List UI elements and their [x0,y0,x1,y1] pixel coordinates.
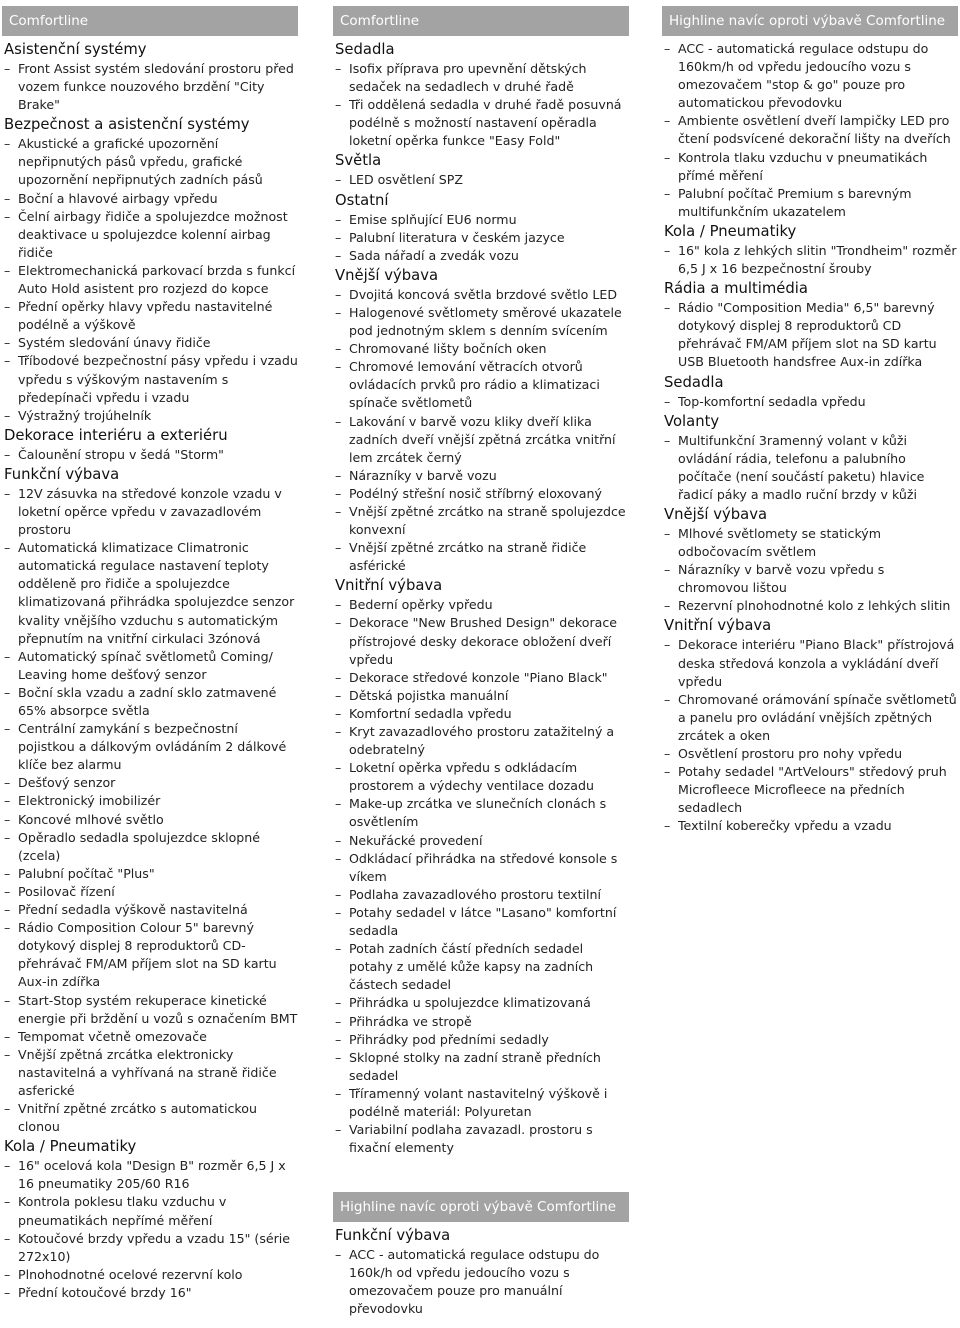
feature-item: – Vnější zpětné zrcátko na straně řidiče asférické [335,539,629,575]
feature-item: – Tříbodové bezpečnostní pásy vpředu i vzadu vpředu s výškovým nastavením s předepínači vpředu i vzadu [4,352,298,406]
section-title: Ostatní [335,191,389,209]
section-title: Vnitřní výbava [664,617,772,635]
feature-item: – Palubní literatura v českém jazyce [335,229,629,247]
feature-item: – Kotoučové brzdy vpředu a vzadu 15" (série 272x10) [4,1230,298,1266]
feature-item: – Dekorace středové konzole "Piano Black" [335,669,629,687]
section-title: Vnitřní výbava [335,577,443,595]
feature-list [662,636,958,835]
feature-item: – Komfortní sedadla vpředu [335,705,629,723]
feature-item: – Emise splňující EU6 normu [335,211,629,229]
feature-item: – Start-Stop systém rekuperace kinetické energie při brždění u vozů s označením BMT [4,992,298,1028]
feature-item: – Vnitřní zpětné zrcátko s automatickou clonou [4,1100,298,1136]
section-title: Dekorace interiéru a exteriéru [4,426,228,444]
feature-item: – Elektromechanická parkovací brzda s funkcí Auto Hold asistent pro rozjezd do kopce [4,262,298,298]
feature-item: – Rádio Composition Colour 5" barevný dotykový displej 8 reproduktorů CD-přehrávač FM/AM příjem slot na SD kartu Aux-in zdířka [4,919,298,991]
section-title: Bezpečnost a asistenční systémy [4,116,250,134]
feature-item: – Podélný střešní nosič stříbrný eloxovaný [335,485,629,503]
feature-item: – Kryt zavazadlového prostoru zatažitelný a odebratelný [335,723,629,759]
feature-list [333,171,629,189]
column-highline-3 [662,6,958,835]
feature-item: – Přední kotoučové brzdy 16" [4,1284,298,1302]
column-header: Highline navíc oproti výbavě Comfortline [662,6,958,36]
feature-item: – Osvětlení prostoru pro nohy vpředu [664,745,958,763]
feature-item: – Opěradlo sedadla spolujezdce sklopné (zcela) [4,829,298,865]
feature-item: – Nárazníky v barvě vozu [335,467,629,485]
feature-item: – Boční a hlavové airbagy vpředu [4,190,298,208]
feature-item: – Variabilní podlaha zavazadl. prostoru s fixační elementy [335,1121,629,1157]
section-title: Kola / Pneumatiky [664,222,797,240]
feature-item: – Dekorace "New Brushed Design" dekorace přístrojové desky dekorace obložení dveří vpředu [335,614,629,668]
feature-item: – Systém sledování únavy řidiče [4,334,298,352]
section-title: Volanty [664,412,720,430]
column-comfortline-1 [2,6,298,1302]
feature-item: – Výstražný trojúhelník [4,407,298,425]
feature-item: – Plnohodnotné ocelové rezervní kolo [4,1266,298,1284]
section-title: Rádia a multimédia [664,280,808,298]
feature-item: – Tříramenný volant nastavitelný výškově i podélně materiál: Polyuretan [335,1085,629,1121]
feature-item: – Elektronický imobilizér [4,792,298,810]
feature-item: – Nekuřácké provedení [335,832,629,850]
feature-item: – LED osvětlení SPZ [335,171,629,189]
feature-item: – Potahy sedadel v látce "Lasano" komfortní sedadla [335,904,629,940]
feature-item: – Přihrádka ve stropě [335,1013,629,1031]
feature-item: – Palubní počítač Premium s barevným multifunkčním ukazatelem [664,185,958,221]
feature-item: – Posilovač řízení [4,883,298,901]
feature-item: – Automatický spínač světlometů Coming/ Leaving home dešťový senzor [4,648,298,684]
feature-item: – Mlhové světlomety se statickým odbočovacím světlem [664,525,958,561]
feature-list [2,446,298,464]
feature-item: – 12V zásuvka na středové konzole vzadu v loketní opěrce vpředu v zavazadlovém prostoru [4,485,298,539]
feature-item: – Odkládací přihrádka na středové konsole s víkem [335,850,629,886]
feature-item: – Koncové mlhové světlo [4,811,298,829]
section-title: Funkční výbava [335,1227,451,1244]
feature-list [662,299,958,371]
feature-item: – Dvojitá koncová světla brzdové světlo LED [335,286,629,304]
feature-list [2,135,298,425]
section-title: Světla [335,152,382,170]
feature-item: – Lakování v barvě vozu kliky dveří klika zadních dveří vnější zpětná zrcátka vnitřní lem zrcátek černý [335,413,629,467]
feature-item: – Tři oddělená sedadla v druhé řadě posuvná podélně s možností nastavení opěradla loketní opěrka funkce "Easy Fold" [335,96,629,150]
feature-item: – Přední sedadla výškově nastavitelná [4,901,298,919]
feature-list [333,60,629,150]
feature-item: – Chromované lišty bočních oken [335,340,629,358]
feature-item: – Automatická klimatizace Climatronic automatická regulace nastavení teploty odděleně pro řidiče a spolujezdce klimatizovaná přihrádka spolujezdce senzor kvality vnějšího vzduchu s automatickým přepnutím na vnitřní cirkulaci 3zónová [4,539,298,648]
column-header: Comfortline [2,6,298,36]
feature-item: – Čalounění stropu v šedá "Storm" [4,446,298,464]
feature-item: – Vnější zpětná zrcátka elektronicky nastavitelná a vyhřívaná na straně řidiče asferické [4,1046,298,1100]
column-header: Comfortline [333,6,629,36]
feature-item: – Potahy sedadel "ArtVelours" středový pruh Microfleece Microfleece na předních sedadlech [664,763,958,817]
column-header: Highline navíc oproti výbavě Comfortline [333,1192,629,1222]
feature-list [333,1246,629,1318]
feature-item: – 16" ocelová kola "Design B" rozměr 6,5 J x 16 pneumatiky 205/60 R16 [4,1157,298,1193]
feature-item: – Nárazníky v barvě vozu vpředu s chromovou lištou [664,561,958,597]
feature-item: – 16" kola z lehkých slitin "Trondheim" rozměr 6,5 J x 16 bezpečnostní šrouby [664,242,958,278]
feature-item: – Přihrádky pod předními sedadly [335,1031,629,1049]
section-title: Sedadla [335,41,395,58]
section-title: Sedadla [664,373,724,391]
feature-item: – Rádio "Composition Media" 6,5" barevný dotykový displej 8 reproduktorů CD přehrávač FM/AM příjem slot na SD kartu USB Bluetooth handsfree Aux-in zdířka [664,299,958,371]
feature-item: – Chromové lemování větracích otvorů ovládacích prvků pro rádio a klimatizaci spínače světlometů [335,358,629,412]
column-comfortline-2 [333,6,629,1157]
feature-list [2,1157,298,1302]
feature-item: – Make-up zrcátka ve slunečních clonách s osvětlením [335,795,629,831]
feature-item: – Vnější zpětné zrcátko na straně spolujezdce konvexní [335,503,629,539]
feature-item: – Textilní koberečky vpředu a vzadu [664,817,958,835]
feature-item: – Halogenové světlomety směrové ukazatele pod jednotným sklem s denním svícením [335,304,629,340]
feature-item: – Top-komfortní sedadla vpředu [664,393,958,411]
feature-item: – Dětská pojistka manuální [335,687,629,705]
section-title: Funkční výbava [4,465,120,483]
feature-item: – Akustické a grafické upozornění nepřipnutých pásů vpředu, grafické upozornění nepřipnutých zadních pásů [4,135,298,189]
feature-item: – Centrální zamykání s bezpečnostní pojistkou a dálkovým ovládáním 2 dálkové klíče bez alarmu [4,720,298,774]
feature-item: – Přední opěrky hlavy vpředu nastavitelné podélně a výškově [4,298,298,334]
feature-item: – Potah zadních částí předních sedadel potahy z umělé kůže kapsy na zadních částech sedadel [335,940,629,994]
feature-list [662,432,958,504]
feature-item: – Kontrola poklesu tlaku vzduchu v pneumatikách nepřímé měření [4,1193,298,1229]
feature-item: – Multifunkční 3ramenný volant v kůži ovládání rádia, telefonu a palubního počítače (není součástí paketu) hlavice řadicí páky a madlo ruční brzdy v kůži [664,432,958,504]
feature-item: – Palubní počítač "Plus" [4,865,298,883]
feature-list [333,596,629,1157]
section-title: Vnější výbava [664,505,768,523]
feature-item: – Kontrola tlaku vzduchu v pneumatikách přímé měření [664,149,958,185]
feature-item: – Ambiente osvětlení dveří lampičky LED pro čtení podsvícené dekorační lišty na dveřích [664,112,958,148]
feature-item: – Rezervní plnohodnotné kolo z lehkých slitin [664,597,958,615]
feature-item: – Sada nářadí a zvedák vozu [335,247,629,265]
section-title: Kola / Pneumatiky [4,1138,137,1156]
feature-item: – Chromované orámování spínače světlometů a panelu pro ovládání vnějších zpětných zrcátek a oken [664,691,958,745]
section-title: Asistenční systémy [4,41,147,58]
feature-list [662,40,958,221]
feature-item: – ACC - automatická regulace odstupu do 160km/h od vpředu jedoucího vozu s omezovačem "stop & go" pouze pro automatickou převodovku [664,40,958,112]
feature-item: – Bederní opěrky vpředu [335,596,629,614]
feature-list [333,286,629,576]
feature-list [333,211,629,265]
feature-item: – Podlaha zavazadlového prostoru textilní [335,886,629,904]
feature-item: – Isofix příprava pro upevnění dětských sedaček na sedadlech v druhé řadě [335,60,629,96]
feature-item: – ACC - automatická regulace odstupu do 160k/h od vpředu jedoucího vozu s omezovačem pouze pro manuální převodovku [335,1246,629,1318]
feature-list [2,485,298,1136]
column-highline-extra-2 [333,1192,629,1318]
feature-item: – Dekorace interiéru "Piano Black" přístrojová deska středová konzola a vykládání dveří vpředu [664,636,958,690]
feature-item: – Sklopné stolky na zadní straně předních sedadel [335,1049,629,1085]
feature-item: – Loketní opěrka vpředu s odkládacím prostorem a výdechy ventilace dozadu [335,759,629,795]
feature-list [662,242,958,278]
feature-item: – Tempomat včetně omezovače [4,1028,298,1046]
feature-item: – Front Assist systém sledování prostoru před vozem funkce nouzového brzdění "City Brake" [4,60,298,114]
feature-item: – Přihrádka u spolujezdce klimatizovaná [335,994,629,1012]
section-title: Vnější výbava [335,266,439,284]
feature-list [662,393,958,411]
feature-item: – Čelní airbagy řidiče a spolujezdce možnost deaktivace u spolujezdce kolenní airbag řidiče [4,208,298,262]
feature-list [662,525,958,615]
feature-item: – Dešťový senzor [4,774,298,792]
feature-item: – Boční skla vzadu a zadní sklo zatmavené 65% absorpce světla [4,684,298,720]
feature-list [2,60,298,114]
